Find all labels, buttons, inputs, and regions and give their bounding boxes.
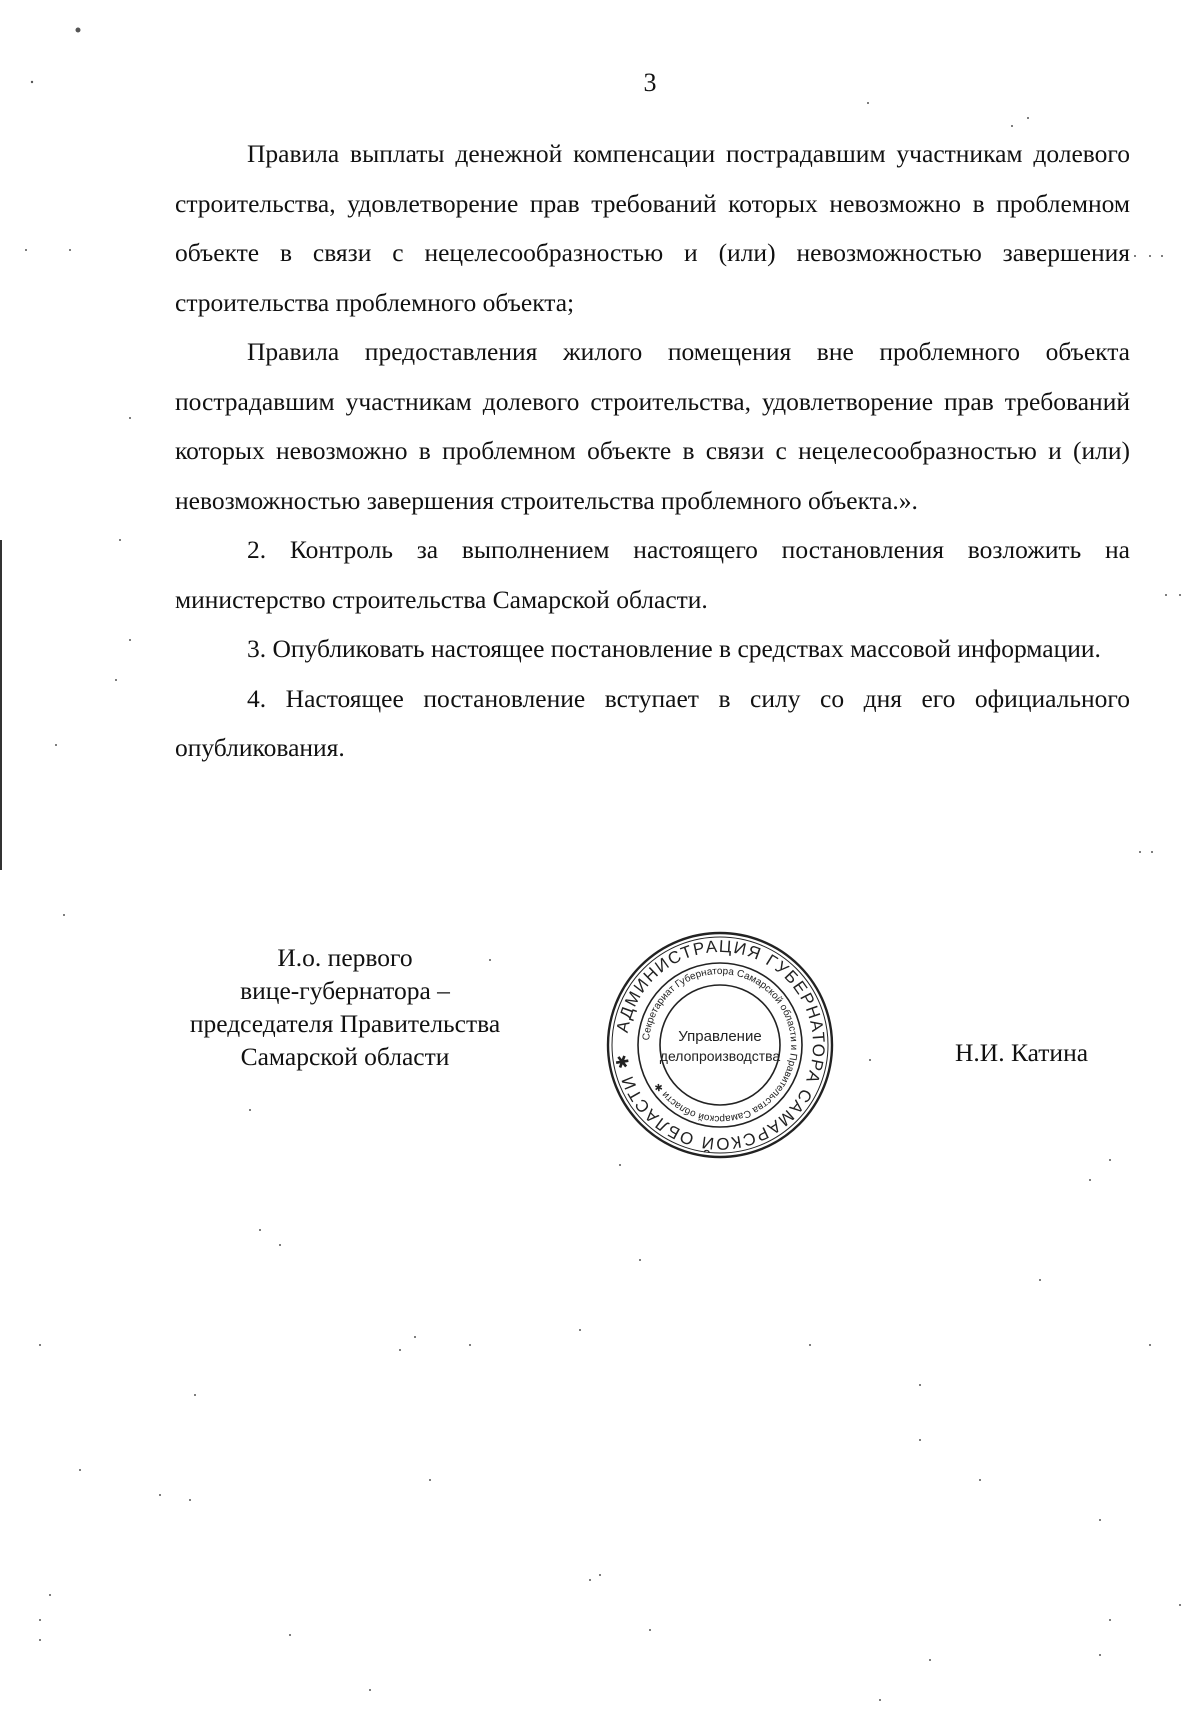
paragraph-publication-clause: 3. Опубликовать настоящее постановление в средствах массовой информации. bbox=[247, 634, 1101, 663]
signatory-title-line: И.о. первого bbox=[277, 943, 413, 972]
document-body bbox=[175, 129, 1130, 773]
page-number: 3 bbox=[643, 68, 657, 97]
signatory-title-line: председателя Правительства bbox=[189, 1009, 501, 1038]
stamp-center-line: делопроизводства bbox=[659, 1048, 781, 1064]
signatory-name: Н.И. Катина bbox=[955, 1038, 1089, 1067]
paragraph-effective-clause: 4. Настоящее постановление вступает в силу со дня его официального опубликования. bbox=[175, 683, 1130, 762]
stamp-inner-ring-text: Секретариат Губернатора Самарской области и Правительства Самарской области ✱ bbox=[641, 965, 800, 1125]
signatory-title-line: Самарской области bbox=[240, 1042, 450, 1071]
signatory-title-line: вице-губернатора – bbox=[240, 976, 450, 1005]
official-seal-stamp bbox=[600, 925, 840, 1165]
paragraph-housing-rules: Правила предоставления жилого помещения вне проблемного объекта пострадавшим участникам долевого строительства, удовлетворение прав требований которых невозможно в проблемном объекте в связи с нецелесообразностью и (или) невозможностью завершения строительства проблемного объекта.». bbox=[175, 337, 1130, 515]
paragraph-control-clause: 2. Контроль за выполнением настоящего постановления возложить на министерство строительства Самарской области. bbox=[175, 535, 1130, 614]
scan-edge-mark bbox=[0, 540, 2, 870]
signatory-title bbox=[145, 941, 545, 1073]
stamp-outer-ring-text: АДМИНИСТРАЦИЯ ГУБЕРНАТОРА САМАРСКОЙ ОБЛАСТИ ✱ bbox=[612, 936, 829, 1154]
stamp-center-line: Управление bbox=[678, 1028, 762, 1045]
paragraph-compensation-rules: Правила выплаты денежной компенсации пострадавшим участникам долевого строительства, удовлетворение прав требований которых невозможно в проблемном объекте в связи с нецелесообразностью и (или) невозможностью завершения строительства проблемного объекта; bbox=[175, 139, 1130, 317]
